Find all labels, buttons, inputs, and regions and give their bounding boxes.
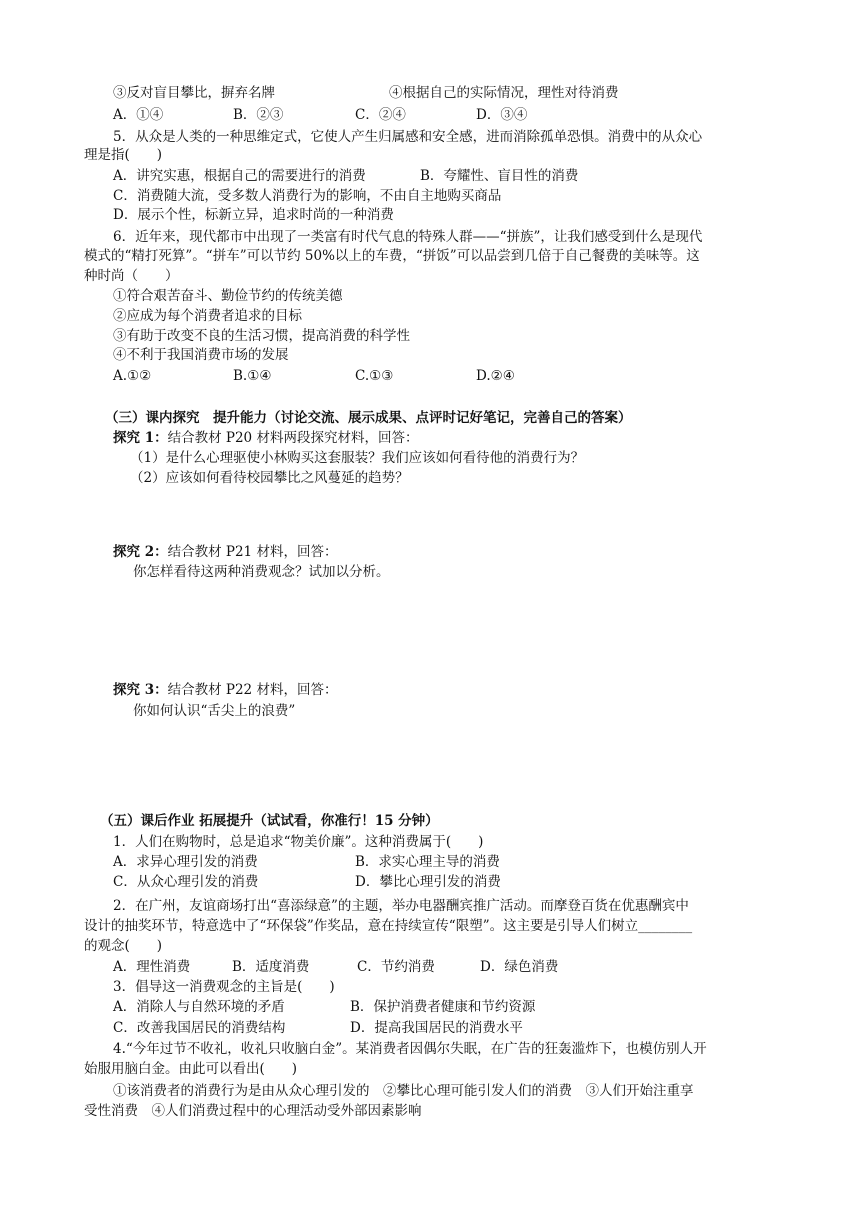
explore1-line <box>113 428 418 448</box>
q6-option-b: B.①④ <box>233 368 272 384</box>
q4-item-4: ④根据自己的实际情况，理性对待消费 <box>389 85 619 101</box>
section3-heading: （三）课内探究 提升能力（讨论交流、展示成果、点评时记好笔记，完善自己的答案） <box>105 410 632 426</box>
q6-item-3: ③有助于改变不良的生活习惯，提高消费的科学性 <box>113 328 410 344</box>
hw2-stem-line1: 2．在广州，友谊商场打出“喜添绿意”的主题，举办电器酬宾推广活动。而摩登百货在优惠酬宾中 <box>113 898 689 914</box>
q6-stem-line1: 6．近年来，现代都市中出现了一类富有时代气息的特殊人群——“拼族”，让我们感受到什么是现代 <box>113 229 703 245</box>
hw4-items-line2: 受性消费 ④人们消费过程中的心理活动受外部因素影响 <box>84 1103 422 1119</box>
hw4-stem-line1: 4.“今年过节不收礼，收礼只收脑白金”。某消费者因偶尔失眠，在广告的狂轰滥炸下，也模仿别人开 <box>113 1041 707 1057</box>
hw2-option-b: B．适度消费 <box>232 959 310 975</box>
explore1-question-2: （2）应该如何看待校园攀比之风蔓延的趋势？ <box>130 470 409 486</box>
explore2-text: 结合教材 P21 材料，回答： <box>167 544 338 560</box>
q6-item-1: ①符合艰苦奋斗、勤俭节约的传统美德 <box>113 288 343 304</box>
q6-item-4: ④不利于我国消费市场的发展 <box>113 347 289 363</box>
explore3-label: 探究 3： <box>113 682 168 698</box>
explore2-question: 你怎样看待这两种消费观念？试加以分析。 <box>133 564 390 580</box>
q6-item-2: ②应成为每个消费者追求的目标 <box>113 308 302 324</box>
explore1-label: 探究 1： <box>113 430 168 446</box>
hw3-option-d: D．提高我国居民的消费水平 <box>350 1020 523 1036</box>
hw2-option-c: C．节约消费 <box>357 959 435 975</box>
explore1-text: 结合教材 P20 材料两段探究材料，回答： <box>167 430 419 446</box>
explore3-question: 你如何认识“舌尖上的浪费” <box>133 703 296 719</box>
q5-stem-line1: 5．从众是人类的一种思维定式，它使人产生归属感和安全感，进而消除孤单恐惧。消费中的从众心 <box>113 129 703 145</box>
q5-option-a: A．讲究实惠，根据自己的需要进行的消费 <box>113 168 366 184</box>
section5-heading: （五）课后作业 拓展提升（试试看，你准行！15 分钟） <box>100 813 439 829</box>
hw2-stem-line2: 设计的抽奖环节，特意选中了“环保袋”作奖品，意在持续宣传“限塑”。这主要是引导人们树立________ <box>84 918 693 934</box>
hw1-option-b: B．求实心理主导的消费 <box>355 854 500 870</box>
hw3-option-b: B．保护消费者健康和节约资源 <box>350 999 536 1015</box>
q5-option-d: D．展示个性，标新立异，追求时尚的一种消费 <box>113 207 394 223</box>
hw2-stem-line3: 的观念( ) <box>84 938 163 954</box>
q6-stem-line3: 种时尚（ ） <box>84 268 179 284</box>
hw1-option-d: D．攀比心理引发的消费 <box>355 874 501 890</box>
q5-stem-line2: 理是指( ) <box>84 147 163 163</box>
q4-option-d: D．③④ <box>476 107 528 123</box>
q6-option-a: A.①② <box>113 368 152 384</box>
hw4-items-line1: ①该消费者的消费行为是由从众心理引发的 ②攀比心理可能引发人们的消费 ③人们开始注重享 <box>113 1083 694 1099</box>
explore1-question-1: （1）是什么心理驱使小林购买这套服装？我们应该如何看待他的消费行为？ <box>130 450 585 466</box>
q5-option-c: C．消费随大流，受多数人消费行为的影响，不由自主地购买商品 <box>113 188 502 204</box>
hw3-option-c: C．改善我国居民的消费结构 <box>113 1020 286 1036</box>
q4-item-3: ③反对盲目攀比，摒弃名牌 <box>113 85 275 101</box>
hw1-stem: 1．人们在购物时，总是追求“物美价廉”。这种消费属于( ) <box>113 834 484 850</box>
hw4-stem-line2: 始服用脑白金。由此可以看出( ) <box>84 1061 298 1077</box>
hw2-option-a: A．理性消费 <box>113 959 191 975</box>
hw3-option-a: A．消除人与自然环境的矛盾 <box>113 999 285 1015</box>
explore2-label: 探究 2： <box>113 544 168 560</box>
q4-option-b: B．②③ <box>233 107 284 123</box>
q5-option-b: B．夸耀性、盲目性的消费 <box>420 168 579 184</box>
q6-option-c: C.①③ <box>355 368 394 384</box>
q6-stem-line2: 模式的“精打死算”。“拼车”可以节约 50%以上的车费，“拼饭”可以品尝到几倍于自己餐费的美味等。这 <box>84 248 700 264</box>
explore3-text: 结合教材 P22 材料，回答： <box>167 682 338 698</box>
q4-option-c: C．②④ <box>355 107 406 123</box>
q4-option-a: A．①④ <box>113 107 164 123</box>
q6-option-d: D.②④ <box>476 368 515 384</box>
explore3-line <box>113 680 337 700</box>
explore2-line <box>113 542 337 562</box>
hw1-option-a: A．求异心理引发的消费 <box>113 854 258 870</box>
hw1-option-c: C．从众心理引发的消费 <box>113 874 259 890</box>
hw2-option-d: D．绿色消费 <box>480 959 559 975</box>
hw3-stem: 3．倡导这一消费观念的主旨是( ) <box>113 979 335 995</box>
